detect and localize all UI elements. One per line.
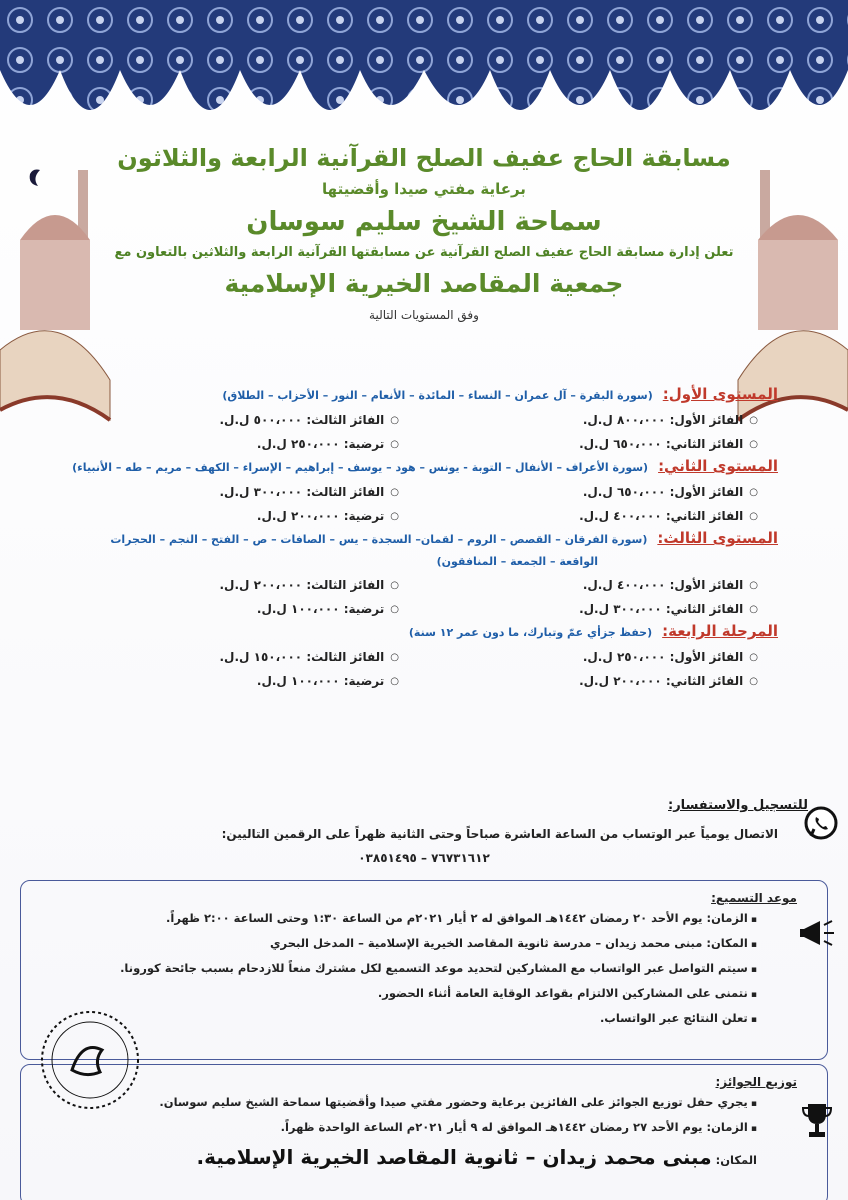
poster-title: مسابقة الحاج عفيف الصلح القرآنية الرابعة والثلاثون [117, 144, 731, 172]
prize-item: ○ الفائز الثاني: ٤٠٠،٠٠٠ ل.ل. [399, 509, 758, 523]
announcement: تعلن إدارة مسابقة الحاج عفيف الصلح القرآنية عن مسابقتها القرآنية الرابعة والثلاثين بالتعاون مع [114, 245, 734, 260]
level-4 [40, 622, 778, 688]
registration-text: الاتصال يومياً عبر الوتساب من الساعة العاشرة صباحاً وحتى الثانية ظهراً على الرقمين التاليين: [221, 827, 778, 841]
prize-item: ○ الفائز الثالث: ٥٠٠،٠٠٠ ل.ل. [40, 413, 399, 427]
audition-title: موعد التسميع: [711, 891, 797, 905]
prize-item: ○ الفائز الأول: ٢٥٠،٠٠٠ ل.ل. [399, 650, 758, 664]
arabesque-border [0, 0, 848, 150]
prizes-distribution-box [20, 1064, 828, 1200]
prize-item: ○ الفائز الثاني: ٢٠٠،٠٠٠ ل.ل. [399, 674, 758, 688]
audition-line: ▪ تعلن النتائج عبر الواتساب. [51, 1011, 757, 1025]
prizes-line: ▪ الزمان: يوم الأحد ٢٧ رمضان ١٤٤٢هـ الموافق له ٩ أيار ٢٠٢١م الساعة الواحدة ظهراً. [51, 1120, 757, 1134]
audition-line: ▪ المكان: مبنى محمد زيدان – مدرسة ثانوية المقاصد الخيرية الإسلامية – المدخل البحري [51, 936, 757, 950]
level-surahs: (سورة الفرقان – القصص – الروم – لقمان– السجدة – يس – الصافات – ص – الفتح – النجم – الحجرات [110, 533, 648, 546]
prizes-title: توزيع الجوائز: [715, 1075, 797, 1089]
prize-item: ○ ترضية: ٢٠٠،٠٠٠ ل.ل. [40, 509, 399, 523]
prize-item: ○ ترضية: ٢٥٠،٠٠٠ ل.ل. [40, 437, 399, 451]
level-name: المرحلة الرابعة: [662, 622, 778, 640]
level-name: المستوى الأول: [662, 385, 778, 403]
registration-title: للتسجيل والاستفسار: [668, 798, 808, 813]
prizes-line: ▪ يجري حفل توزيع الجوائز على الفائزين برعاية وحضور مفتي صيدا وأقضيتها سماحة الشيخ سليم سوسان. [51, 1095, 757, 1109]
phone-numbers: ٧٦٧٣١٦١٢ – ٠٣٨٥١٤٩٥ [358, 851, 490, 865]
prize-item: ○ الفائز الثالث: ٢٠٠،٠٠٠ ل.ل. [40, 578, 399, 592]
prize-item: ○ الفائز الأول: ٤٠٠،٠٠٠ ل.ل. [399, 578, 758, 592]
prize-item: ○ ترضية: ١٠٠،٠٠٠ ل.ل. [40, 602, 399, 616]
levels-intro: وفق المستويات التالية [369, 308, 479, 322]
prize-item: ○ الفائز الأول: ٨٠٠،٠٠٠ ل.ل. [399, 413, 758, 427]
header [110, 140, 738, 326]
prize-item: ○ الفائز الثالث: ٣٠٠،٠٠٠ ل.ل. [40, 485, 399, 499]
megaphone-icon [798, 915, 838, 951]
prizes-place [51, 1145, 757, 1169]
place-value: مبنى محمد زيدان – ثانوية المقاصد الخيرية الإسلامية. [196, 1145, 712, 1169]
prize-item: ○ الفائز الأول: ٦٥٠،٠٠٠ ل.ل. [399, 485, 758, 499]
level-name: المستوى الثاني: [658, 457, 778, 475]
whatsapp-icon [804, 806, 838, 840]
prize-item: ○ ترضية: ١٠٠،٠٠٠ ل.ل. [40, 674, 399, 688]
level-1 [40, 385, 778, 451]
place-label: المكان: [715, 1153, 757, 1167]
level-3 [40, 529, 778, 616]
prize-item: ○ الفائز الثالث: ١٥٠،٠٠٠ ل.ل. [40, 650, 399, 664]
levels-list [40, 385, 778, 694]
patron-name: سماحة الشيخ سليم سوسان [246, 207, 602, 237]
trophy-icon [802, 1100, 832, 1140]
level-surahs-continued: الواقعة – الجمعة – المنافقون) [436, 555, 598, 568]
level-2 [40, 457, 778, 523]
level-surahs: (سورة البقرة – آل عمران – النساء – المائدة – الأنعام – النور – الأحزاب – الطلاق) [222, 389, 653, 402]
organization-name: جمعية المقاصد الخيرية الإسلامية [224, 269, 624, 298]
level-surahs: (حفظ جزأي عمّ وتبارك، ما دون عمر ١٢ سنة) [408, 626, 653, 639]
registration-section [40, 798, 808, 865]
prize-item: ○ الفائز الثاني: ٦٥٠،٠٠٠ ل.ل. [399, 437, 758, 451]
audition-line: ▪ سيتم التواصل عبر الواتساب مع المشاركين لتحديد موعد التسميع لكل مشترك منعاً للازدحام بسبب جائحة كورونا. [51, 961, 757, 975]
audition-line: ▪ نتمنى على المشاركين الالتزام بقواعد الوقاية العامة أثناء الحضور. [51, 986, 757, 1000]
ramadan-seal-icon [10, 1000, 140, 1120]
audition-box [20, 880, 828, 1060]
level-name: المستوى الثالث: [657, 529, 778, 547]
audition-line: ▪ الزمان: يوم الأحد ٢٠ رمضان ١٤٤٢هـ الموافق له ٢ أيار ٢٠٢١م من الساعة ١:٣٠ وحتى الساعة ٢:٠٠ ظهراً. [51, 911, 757, 925]
patron-line: برعاية مفتي صيدا وأقضيتها [322, 180, 526, 198]
level-surahs: (سورة الأعراف – الأنفال – التوبة - يونس – هود – يوسف – إبراهيم – الإسراء – الكهف – مريم – طه – الأنبياء) [72, 461, 649, 474]
prize-item: ○ الفائز الثاني: ٣٠٠،٠٠٠ ل.ل. [399, 602, 758, 616]
